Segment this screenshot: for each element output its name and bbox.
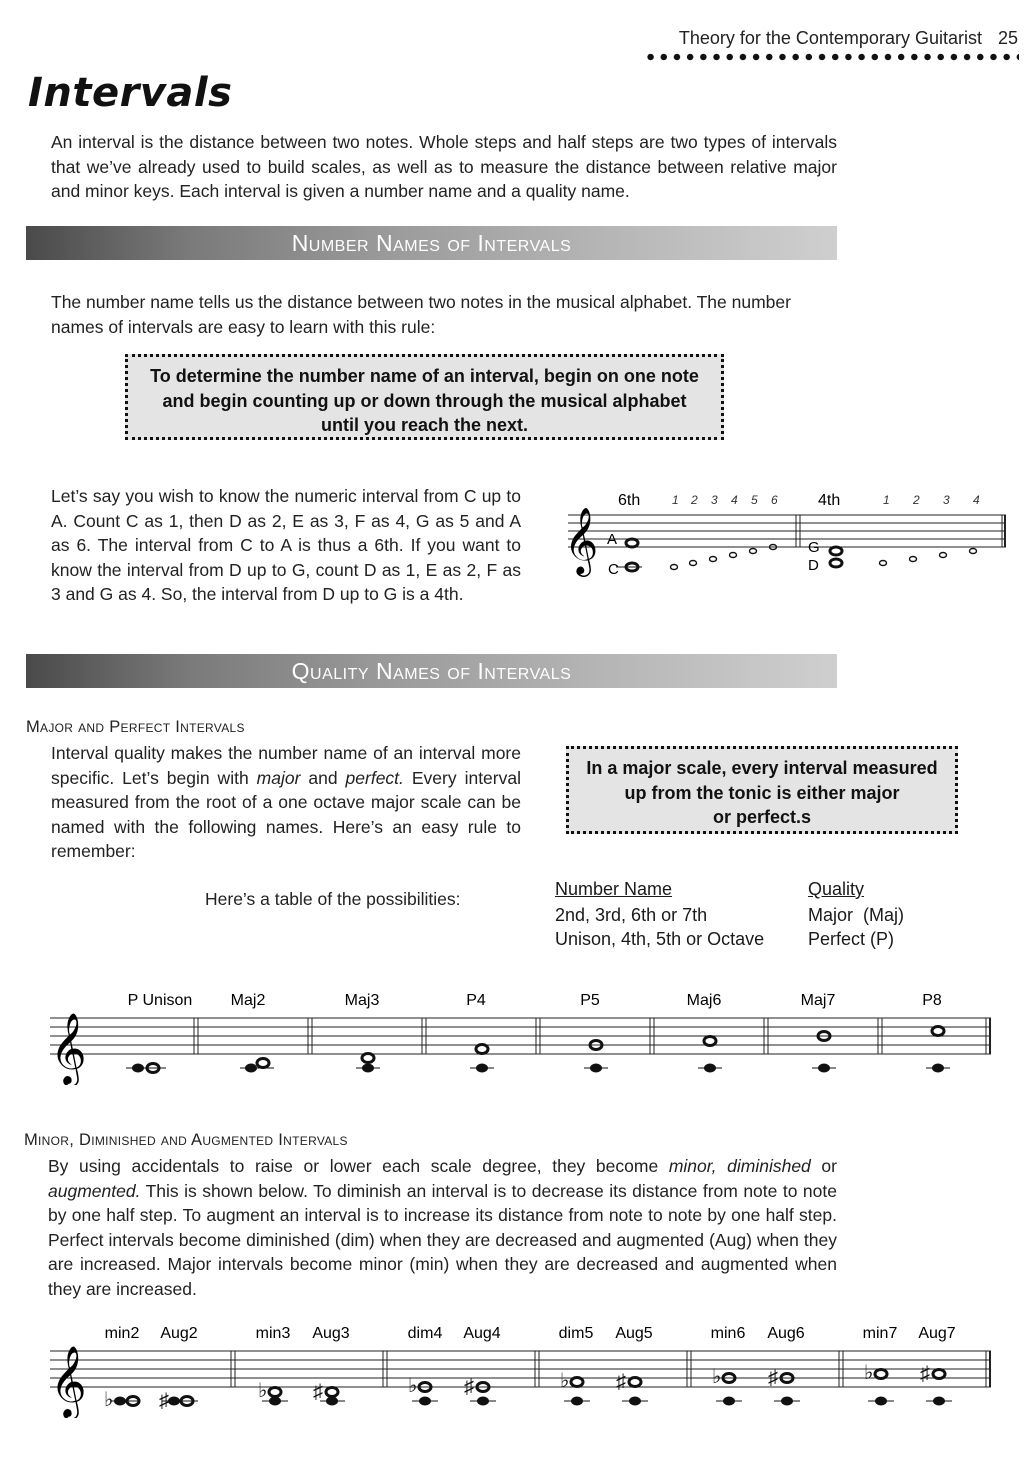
subheading-minor-dim-aug: Minor, Diminished and Augmented Intervals xyxy=(24,1131,348,1149)
header-dot-rule xyxy=(644,53,1019,61)
treble-clef-icon: 𝄞 xyxy=(50,1014,87,1083)
intro-paragraph: An interval is the distance between two notes. Whole steps and half steps are two types of intervals that we’ve already used to build scales, as well as to measure the distance between relative major and minor keys. Each interval is given a number name and a quality name. xyxy=(51,132,837,201)
rule-line: until you reach the next. xyxy=(320,415,529,435)
count-number: 2 xyxy=(913,493,920,507)
interval-label: Aug3 xyxy=(312,1325,350,1342)
note-letter: C xyxy=(608,561,619,578)
note-letter: A xyxy=(607,531,618,548)
count-number: 4 xyxy=(731,493,738,507)
table-cell: Major (Maj) xyxy=(808,905,905,925)
rule-box-number-name xyxy=(125,354,724,440)
interval-label: 6th xyxy=(618,492,641,509)
rule-line: up from the tonic is either major xyxy=(624,782,900,803)
count-number: 2 xyxy=(691,493,698,507)
text-run: Interval quality makes the number name of an interval more specific. Let’s begin with xyxy=(51,743,521,788)
text-run: Every interval measured from the root of a one octave major scale can be named with the following names. Here’s an easy rule to remember: xyxy=(51,767,521,861)
interval-label: dim4 xyxy=(407,1325,443,1342)
count-number: 1 xyxy=(672,493,679,507)
interval-label: Aug7 xyxy=(918,1325,956,1342)
sharp-icon: ♯ xyxy=(616,1371,626,1393)
flat-icon: ♭ xyxy=(864,1362,874,1384)
rule-line: or perfect.s xyxy=(712,807,812,827)
sharp-icon: ♯ xyxy=(313,1381,323,1403)
count-number: 3 xyxy=(711,493,718,507)
rule-line: To determine the number name of an interval, begin on one note xyxy=(150,366,699,386)
table-header-number: Number Name xyxy=(555,879,673,899)
sharp-icon: ♯ xyxy=(464,1376,474,1398)
count-number: 3 xyxy=(943,493,950,507)
subheading-major-perfect: Major and Perfect Intervals xyxy=(26,718,245,736)
interval-label: P Unison xyxy=(127,992,193,1009)
interval-label: 4th xyxy=(818,492,841,509)
sharp-icon: ♯ xyxy=(920,1363,930,1385)
number-interval-staff xyxy=(560,480,1010,590)
running-head xyxy=(679,28,1018,49)
text-run: or xyxy=(810,1156,837,1176)
note-letter: G xyxy=(808,539,820,556)
interval-label: min2 xyxy=(104,1325,140,1342)
flat-icon: ♭ xyxy=(712,1366,722,1388)
interval-label: P4 xyxy=(466,992,486,1009)
rule-line: and begin counting up or down through the musical alphabet xyxy=(162,390,687,411)
treble-clef-icon: 𝄞 xyxy=(564,508,599,573)
altered-intervals-staff xyxy=(40,1318,995,1418)
flat-icon: ♭ xyxy=(258,1380,268,1402)
running-title: Theory for the Contemporary Guitarist xyxy=(678,28,982,48)
count-number: 1 xyxy=(883,493,890,507)
interval-label: P5 xyxy=(580,992,600,1009)
text-run: perfect. xyxy=(345,767,404,788)
sharp-icon: ♯ xyxy=(159,1390,169,1412)
text-run: By using accidentals to raise or lower each scale degree, they become xyxy=(48,1156,669,1176)
interval-label: min3 xyxy=(255,1325,291,1342)
text-run: augmented. xyxy=(48,1180,141,1201)
text-run: major xyxy=(256,767,301,788)
interval-label: Aug2 xyxy=(160,1325,198,1342)
section-heading: Number Names of Intervals xyxy=(291,230,572,256)
section-heading: Quality Names of Intervals xyxy=(291,658,572,684)
note-letter: D xyxy=(808,557,819,574)
count-number: 4 xyxy=(973,493,980,507)
interval-label: min7 xyxy=(862,1325,898,1342)
interval-label: dim5 xyxy=(558,1325,594,1342)
interval-label: min6 xyxy=(710,1325,746,1342)
interval-label: Maj6 xyxy=(686,992,722,1009)
text-run: and xyxy=(300,767,346,788)
sharp-icon: ♯ xyxy=(768,1367,778,1389)
table-cell: Unison, 4th, 5th or Octave xyxy=(555,929,765,949)
text-run: minor, diminished xyxy=(668,1156,811,1176)
interval-label: Maj2 xyxy=(230,992,266,1009)
section-banner-quality-names xyxy=(26,654,837,688)
table-cell: 2nd, 3rd, 6th or 7th xyxy=(555,905,708,925)
rule-line: In a major scale, every interval measured xyxy=(586,758,938,778)
section-banner-number-names xyxy=(26,226,837,260)
rule-box-major-scale xyxy=(566,746,958,834)
treble-clef-icon: 𝄞 xyxy=(50,1347,87,1416)
example-paragraph: Let’s say you wish to know the numeric interval from C up to A. Count C as 1, then D as 2, E as 3, F as 4, G as 5 and A as 6. The interval from C to A is thus a 6th. If you want to know the interval from D up to G, count D as 1, E as 2, F as 3 and G as 4. So, the interval from D up to G is a 4th. xyxy=(51,486,521,604)
text-run: This is shown below. To diminish an interval is to decrease its distance from note to note by one half step. To augment an interval is to increase its distance from note to note by one half step. Perfect intervals become diminished (dim) when they are decreased and augmented (Aug) when they are increased. Major intervals become minor (min) when they are decreased and augmented when they are increased. xyxy=(48,1180,837,1299)
interval-label: P8 xyxy=(922,992,942,1009)
flat-icon: ♭ xyxy=(408,1375,418,1397)
table-intro: Here’s a table of the possibilities: xyxy=(205,889,461,909)
interval-label: Aug6 xyxy=(767,1325,805,1342)
number-names-paragraph: The number name tells us the distance between two notes in the musical alphabet. The number names of intervals are easy to learn with this rule: xyxy=(51,292,791,337)
flat-icon: ♭ xyxy=(104,1389,114,1411)
major-intervals-staff xyxy=(40,985,995,1085)
major-perfect-paragraph xyxy=(51,741,521,864)
interval-label: Maj3 xyxy=(344,992,380,1009)
minor-dim-aug-paragraph xyxy=(48,1154,837,1301)
interval-label: Maj7 xyxy=(800,992,836,1009)
interval-label: Aug4 xyxy=(463,1325,501,1342)
count-number: 6 xyxy=(771,493,778,507)
table-header-quality: Quality xyxy=(808,879,865,899)
flat-icon: ♭ xyxy=(560,1370,570,1392)
table-cell: Perfect (P) xyxy=(808,929,895,949)
count-number: 5 xyxy=(751,493,758,507)
page-number: 25 xyxy=(997,28,1018,48)
interval-label: Aug5 xyxy=(615,1325,653,1342)
page-title: Intervals xyxy=(28,70,233,116)
